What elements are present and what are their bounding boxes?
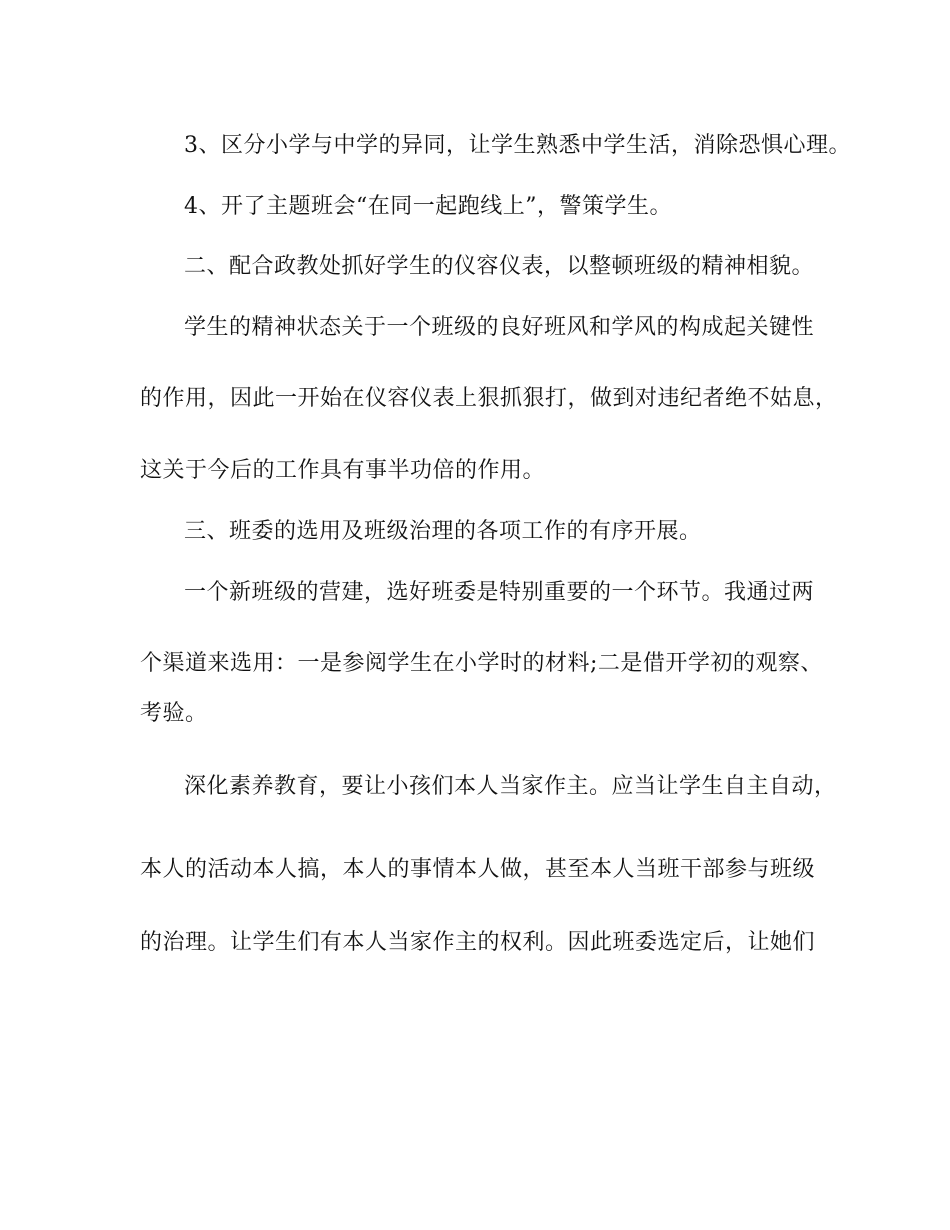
text-line: 3、区分小学与中学的异同，让学生熟悉中学生活，消除恐惧心理。	[184, 133, 851, 158]
text-line: 三、班委的选用及班级治理的各项工作的有序开展。	[184, 519, 702, 544]
text-line: 4、开了主题班会“在同一起跑线上”，警策学生。	[184, 194, 672, 219]
text-line: 的作用，因此一开始在仪容仪表上狠抓狠打，做到对违纪者绝不姑息，	[140, 386, 838, 411]
text-line: 这关于今后的工作具有事半功倍的作用。	[140, 458, 546, 483]
text-line: 个渠道来选用：一是参阅学生在小学时的材料;二是借开学初的观察、	[140, 651, 823, 676]
text-line: 本人的活动本人搞，本人的事情本人做，甚至本人当班干部参与班级	[140, 857, 816, 882]
text-line: 一个新班级的营建，选好班委是特别重要的一个环节。我通过两	[184, 580, 815, 605]
text-line: 深化素养教育，要让小孩们本人当家作主。应当让学生自主自动，	[184, 774, 837, 799]
text-line: 学生的精神状态关于一个班级的良好班风和学风的构成起关键性	[184, 315, 815, 340]
text-line: 的治理。让学生们有本人当家作主的权利。因此班委选定后，让她们	[140, 930, 816, 955]
text-line: 考验。	[140, 701, 208, 726]
text-line: 二、配合政教处抓好学生的仪容仪表，以整顿班级的精神相貌。	[184, 254, 815, 279]
